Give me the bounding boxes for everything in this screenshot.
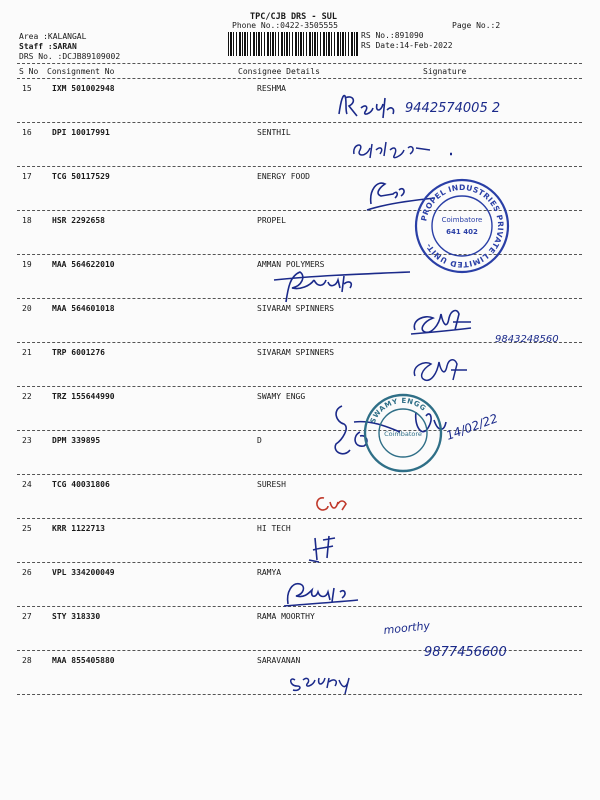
row-sno: 17 bbox=[22, 172, 32, 181]
swamy-engg-stamp bbox=[362, 392, 444, 474]
row-consignment: IXM 501002948 bbox=[52, 84, 115, 93]
row-consignment: KRR 1122713 bbox=[52, 524, 105, 533]
phone-number: Phone No.:0422-3505555 bbox=[232, 21, 338, 30]
row-consignment: MAA 855405880 bbox=[52, 656, 115, 665]
drs-number: DRS No. :DCJB89109002 bbox=[19, 52, 121, 61]
signature-hi-tech bbox=[305, 532, 345, 566]
signature-sivaram-spinners-1 bbox=[405, 300, 575, 348]
rs-date: RS Date:14-Feb-2022 bbox=[361, 41, 453, 50]
signature-amman-polymers bbox=[270, 262, 420, 306]
row-consignee: SENTHIL bbox=[257, 128, 291, 137]
signature-rama-moorthy bbox=[380, 614, 570, 662]
row-consignee: RESHMA bbox=[257, 84, 286, 93]
row-sno: 26 bbox=[22, 568, 32, 577]
table-row bbox=[0, 126, 600, 170]
row-consignee: HI TECH bbox=[257, 524, 291, 533]
propel-stamp bbox=[412, 176, 512, 276]
header-divider bbox=[17, 63, 582, 64]
stamp-pin: 641 402 bbox=[446, 228, 478, 236]
row-consignment: MAA 564601018 bbox=[52, 304, 115, 313]
row-consignee: RAMYA bbox=[257, 568, 282, 577]
row-consignment: HSR 2292658 bbox=[52, 216, 105, 225]
stamp-ring-text: SWAMY ENGG bbox=[368, 396, 428, 425]
stamp-city: Coimbatore bbox=[384, 430, 422, 438]
row-consignee: ENERGY FOOD bbox=[257, 172, 310, 181]
row-sno: 15 bbox=[22, 84, 32, 93]
row-consignment: TCG 50117529 bbox=[52, 172, 110, 181]
row-divider bbox=[17, 518, 582, 519]
rs-number: RS No.:891090 bbox=[361, 31, 424, 40]
row-consignee: PROPEL bbox=[257, 216, 286, 225]
svg-text:SWAMY ENGG bbox=[369, 397, 428, 425]
stamp-city: Coimbatore bbox=[441, 216, 483, 224]
row-consignee: RAMA MOORTHY bbox=[257, 612, 315, 621]
handwritten-phone: 9877456600 bbox=[424, 645, 507, 660]
row-sno: 16 bbox=[22, 128, 32, 137]
signature-reshma bbox=[335, 90, 545, 126]
barcode bbox=[228, 32, 358, 56]
row-sno: 23 bbox=[22, 436, 32, 445]
handwritten-phone: 9442574005 2 bbox=[405, 101, 501, 116]
row-consignment: TCG 40031806 bbox=[52, 480, 110, 489]
row-consignment: STY 318330 bbox=[52, 612, 101, 621]
row-consignment: DPM 339895 bbox=[52, 436, 101, 445]
row-sno: 28 bbox=[22, 656, 32, 665]
row-sno: 21 bbox=[22, 348, 32, 357]
sheet-title: TPC/CJB DRS - SUL bbox=[250, 12, 337, 22]
stamp-ring-text: PROPEL INDUSTRIES PRIVATE LIMITED UNIT- bbox=[419, 182, 506, 270]
signature-suresh bbox=[312, 490, 362, 516]
row-consignee: AMMAN POLYMERS bbox=[257, 260, 325, 269]
column-header-consignee: Consignee Details bbox=[238, 67, 320, 76]
row-sno: 20 bbox=[22, 304, 32, 313]
handwritten-phone: 9843248560 bbox=[495, 334, 559, 345]
row-divider bbox=[17, 166, 582, 167]
staff-label: Staff :SARAN bbox=[19, 42, 77, 51]
row-sno: 22 bbox=[22, 392, 32, 401]
row-consignment: TRZ 155644990 bbox=[52, 392, 115, 401]
row-sno: 25 bbox=[22, 524, 32, 533]
row-consignee: SARAVANAN bbox=[257, 656, 301, 665]
row-sno: 24 bbox=[22, 480, 32, 489]
row-sno: 27 bbox=[22, 612, 32, 621]
row-divider bbox=[17, 386, 582, 387]
row-consignee: SURESH bbox=[257, 480, 286, 489]
column-header-signature: Signature bbox=[423, 67, 467, 76]
handwritten-date: 14/02/22 bbox=[444, 411, 500, 443]
table-row bbox=[0, 478, 600, 522]
column-header-divider bbox=[17, 78, 582, 79]
handwritten-note: moorthy bbox=[382, 619, 431, 637]
row-consignment: DPI 10017991 bbox=[52, 128, 110, 137]
signature-sivaram-spinners-2 bbox=[405, 352, 475, 388]
column-header-consignment: Consignment No bbox=[47, 67, 115, 76]
row-consignment: MAA 564622010 bbox=[52, 260, 115, 269]
signature-senthil bbox=[350, 134, 470, 164]
row-consignee: SWAMY ENGG bbox=[257, 392, 306, 401]
row-consignee: SIVARAM SPINNERS bbox=[257, 348, 335, 357]
row-sno: 18 bbox=[22, 216, 32, 225]
table-row bbox=[0, 522, 600, 566]
row-consignee: SIVARAM SPINNERS bbox=[257, 304, 335, 313]
row-divider bbox=[17, 562, 582, 563]
page-number: Page No.:2 bbox=[452, 21, 501, 30]
column-header-sno: S No bbox=[19, 67, 39, 76]
table-row bbox=[0, 346, 600, 390]
row-sno: 19 bbox=[22, 260, 32, 269]
row-consignee: D bbox=[257, 436, 262, 445]
row-consignment: VPL 334200049 bbox=[52, 568, 115, 577]
signature-saravanan bbox=[285, 666, 365, 696]
signature-ramya bbox=[278, 576, 368, 612]
area-label: Area :KALANGAL bbox=[19, 32, 87, 41]
row-consignment: TRP 6001276 bbox=[52, 348, 105, 357]
